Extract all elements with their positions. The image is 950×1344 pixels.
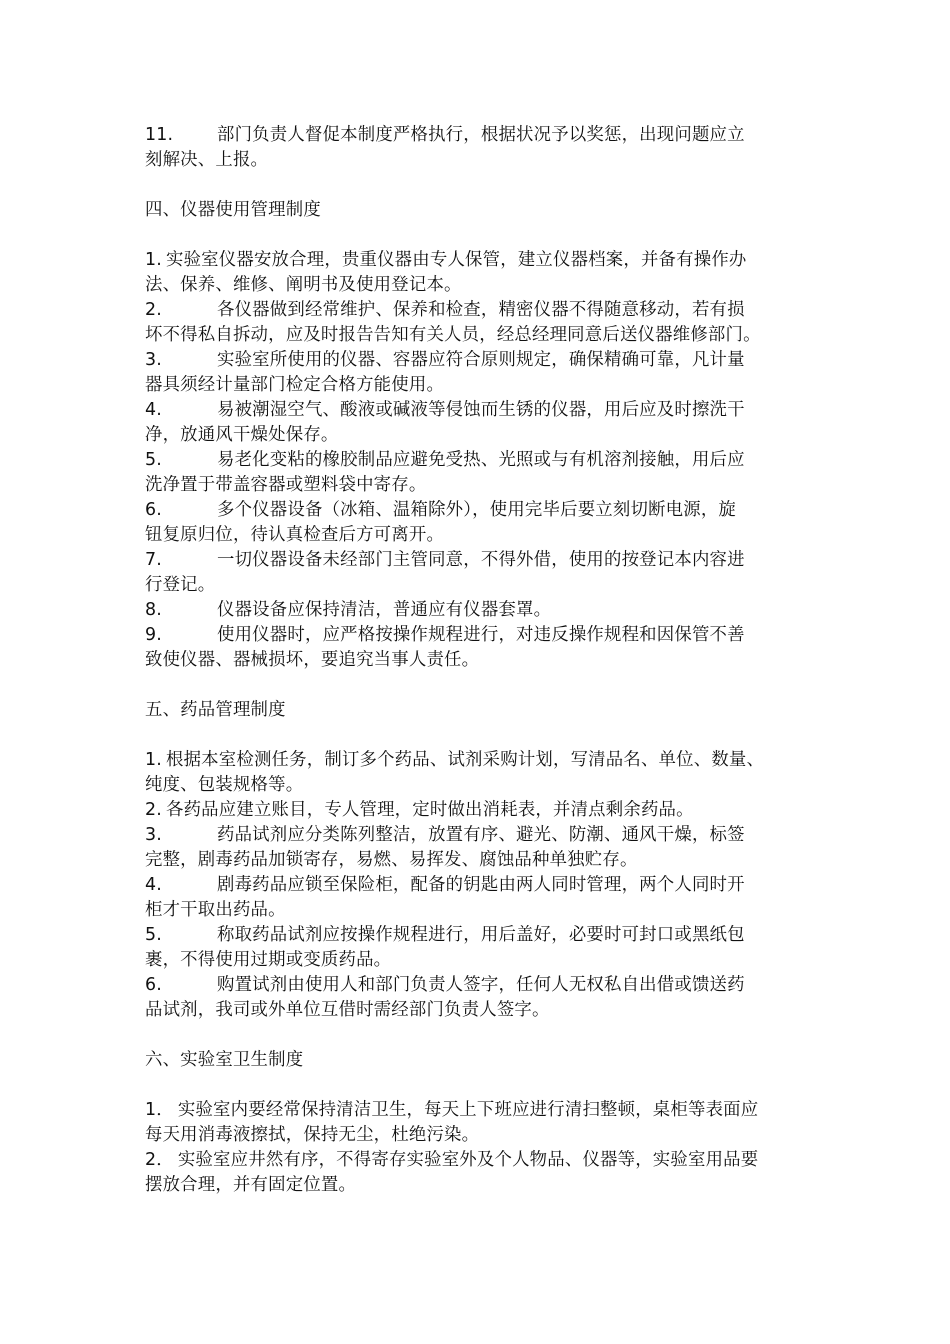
item-text-continued: 钮复原归位，待认真检查后方可离开。: [145, 525, 445, 545]
item-number: 5.: [145, 925, 162, 945]
document-body: [145, 123, 845, 1198]
item-text: 部门负责人督促本制度严格执行，根据状况予以奖惩，出现问题应立: [217, 125, 745, 145]
item-text: 称取药品试剂应按操作规程进行，用后盖好，必要时可封口或黑纸包: [217, 925, 745, 945]
item-number: 6.: [145, 975, 162, 995]
list-item: [145, 548, 845, 598]
list-item: [145, 623, 845, 673]
list-item: [145, 498, 845, 548]
section-heading: 五、药品管理制度: [145, 700, 286, 720]
item-number: 3.: [145, 350, 162, 370]
section-heading: 六、实验室卫生制度: [145, 1050, 304, 1070]
item-text: 易老化变粘的橡胶制品应避免受热、光照或与有机溶剂接触，用后应: [217, 450, 745, 470]
item-text-continued: 法、保养、维修、阐明书及使用登记本。: [145, 275, 462, 295]
item-number: 11.: [145, 125, 174, 145]
item-number: 2．: [145, 1150, 174, 1170]
list-item: [145, 1098, 845, 1148]
item-text: 根据本室检测任务，制订多个药品、试剂采购计划，写清品名、单位、数量、: [166, 750, 765, 770]
item-text-continued: 裹，不得使用过期或变质药品。: [145, 950, 392, 970]
item-number: 4.: [145, 875, 162, 895]
list-item: [145, 348, 845, 398]
list-item: [145, 448, 845, 498]
item-text-continued: 行登记。: [145, 575, 216, 595]
list-item: [145, 798, 845, 823]
item-text-continued: 柜才干取出药品。: [145, 900, 286, 920]
list-item: [145, 1148, 845, 1198]
list-item: [145, 398, 845, 448]
section-heading: 四、仪器使用管理制度: [145, 200, 321, 220]
item-text: 剧毒药品应锁至保险柜，配备的钥匙由两人同时管理，两个人同时开: [217, 875, 745, 895]
item-text: 一切仪器设备未经部门主管同意，不得外借，使用的按登记本内容进: [217, 550, 745, 570]
item-number: 1.: [145, 250, 162, 270]
item-text-continued: 纯度、包装规格等。: [145, 775, 304, 795]
item-text-continued: 致使仪器、器械损坏，要追究当事人责任。: [145, 650, 480, 670]
item-text: 易被潮湿空气、酸液或碱液等侵蚀而生锈的仪器，用后应及时擦洗干: [217, 400, 745, 420]
item-text: 各仪器做到经常维护、保养和检查，精密仪器不得随意移动，若有损: [217, 300, 745, 320]
item-number: 1.: [145, 750, 162, 770]
item-text: 药品试剂应分类陈列整洁，放置有序、避光、防潮、通风干燥，标签: [217, 825, 745, 845]
item-text: 多个仪器设备（冰箱、温箱除外），使用完毕后要立刻切断电源，旋: [217, 500, 737, 520]
list-item: [145, 873, 845, 923]
list-item: [145, 973, 845, 1023]
item-text-continued: 刻解决、上报。: [145, 150, 269, 170]
item-number: 7.: [145, 550, 162, 570]
item-text-continued: 品试剂，我司或外单位互借时需经部门负责人签字。: [145, 1000, 550, 1020]
item-number: 9.: [145, 625, 162, 645]
item-text: 使用仪器时，应严格按操作规程进行，对违反操作规程和因保管不善: [217, 625, 745, 645]
list-item: [145, 248, 845, 298]
list-item: [145, 923, 845, 973]
item-text: 实验室内要经常保持清洁卫生，每天上下班应进行清扫整顿，桌柜等表面应: [177, 1100, 759, 1120]
item-text: 实验室仪器安放合理，贵重仪器由专人保管，建立仪器档案，并备有操作办: [166, 250, 747, 270]
item-text: 实验室应井然有序，不得寄存实验室外及个人物品、仪器等，实验室用品要: [177, 1150, 759, 1170]
item-number: 4.: [145, 400, 162, 420]
item-number: 8.: [145, 600, 162, 620]
item-text: 购置试剂由使用人和部门负责人签字，任何人无权私自出借或馈送药: [217, 975, 745, 995]
item-text-continued: 完整，剧毒药品加锁寄存，易燃、易挥发、腐蚀品种单独贮存。: [145, 850, 638, 870]
item-number: 5.: [145, 450, 162, 470]
item-text-continued: 坏不得私自拆动，应及时报告告知有关人员，经总经理同意后送仪器维修部门。: [145, 325, 761, 345]
item-number: 1．: [145, 1100, 174, 1120]
item-text-continued: 器具须经计量部门检定合格方能使用。: [145, 375, 445, 395]
list-item: [145, 748, 845, 798]
item-text-continued: 洗净置于带盖容器或塑料袋中寄存。: [145, 475, 427, 495]
item-number: 3.: [145, 825, 162, 845]
item-text: 仪器设备应保持清洁，普通应有仪器套罩。: [217, 600, 552, 620]
item-text-continued: 每天用消毒液擦拭，保持无尘，杜绝污染。: [145, 1125, 480, 1145]
item-number: 2.: [145, 800, 162, 820]
item-text-continued: 净，放通风干燥处保存。: [145, 425, 339, 445]
item-number: 2.: [145, 300, 162, 320]
item-text: 各药品应建立账目，专人管理，定时做出消耗表，并清点剩余药品。: [166, 800, 694, 820]
item-text: 实验室所使用的仪器、容器应符合原则规定，确保精确可靠，凡计量: [217, 350, 745, 370]
item-text-continued: 摆放合理，并有固定位置。: [145, 1175, 357, 1195]
list-item: [145, 123, 845, 173]
item-number: 6.: [145, 500, 162, 520]
list-item: [145, 823, 845, 873]
list-item: [145, 598, 845, 623]
list-item: [145, 298, 845, 348]
